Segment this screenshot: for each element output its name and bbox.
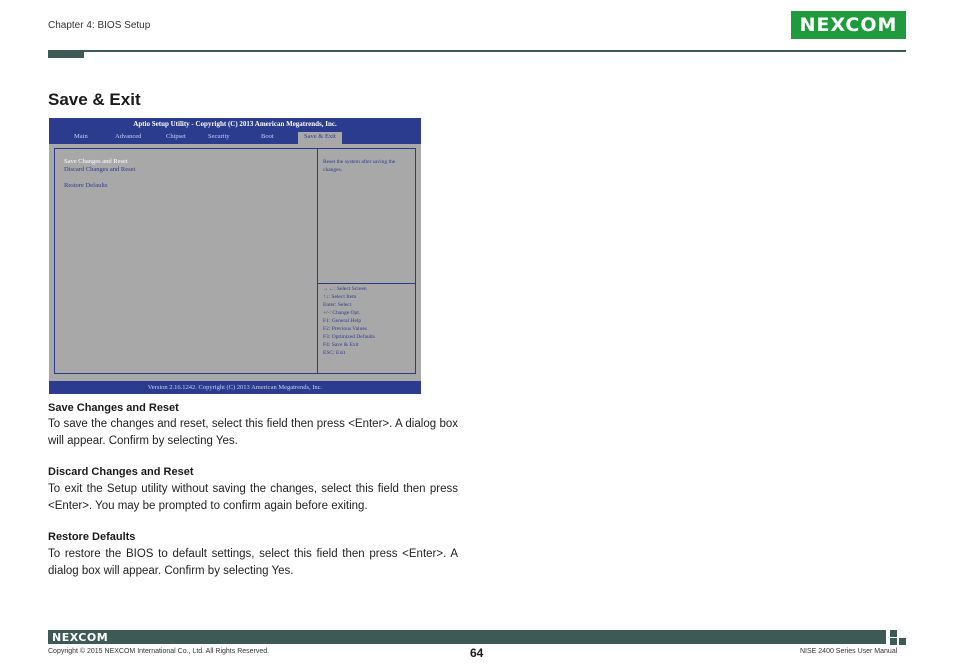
tab-save-exit[interactable]: Save & Exit [298,132,342,145]
bios-screenshot [49,118,421,394]
tab-main[interactable]: Main [74,133,88,140]
bios-item-discard-reset[interactable]: Discard Changes and Reset [64,166,136,173]
key-line: F2: Previous Values [323,326,367,332]
section-heading-save: Save Changes and Reset [48,402,179,414]
footer-logo: NEXCOM [52,631,109,644]
nexcom-logo [791,11,906,39]
key-line: F3: Optimized Defaults [323,334,375,340]
section-text-restore: To restore the BIOS to default settings, select this field then press <Enter>. A dialog box will appear. Confirm by selecting Yes. [48,548,458,577]
bios-item-save-reset[interactable]: Save Changes and Reset [64,158,128,165]
footer-square-icon [890,630,897,637]
header-rule [48,50,906,52]
header-block [48,50,84,58]
footer-square-icon [890,638,897,645]
footer-bar [48,630,886,644]
bios-help-text: Reset the system after saving the changes. [323,159,396,173]
key-line: F4: Save & Exit [323,342,359,348]
tab-boot[interactable]: Boot [261,133,274,140]
page-number: 64 [470,646,484,660]
bios-footer: Version 2.16.1242. Copyright (C) 2013 American Megatrends, Inc. [49,381,421,394]
tab-security[interactable]: Security [208,133,230,140]
chapter-label: Chapter 4: BIOS Setup [48,20,151,31]
key-line: →←: Select Screen [323,286,367,292]
section-heading-discard: Discard Changes and Reset [48,466,194,478]
bios-title: Aptio Setup Utility - Copyright (C) 2013 American Megatrends, Inc. [49,118,421,131]
section-text-discard: To exit the Setup utility without saving the changes, select this field then press <Enter>. You may be prompted to confirm again before exiting. [48,483,458,512]
bios-item-restore-defaults[interactable]: Restore Defaults [64,182,108,189]
footer-square-icon [899,638,906,645]
section-text-save: To save the changes and reset, select this field then press <Enter>. A dialog box will appear. Confirm by selecting Yes. [48,418,458,447]
key-line: ESC: Exit [323,350,346,356]
tab-advanced[interactable]: Advanced [115,133,142,140]
logo-text: NEXCOM [799,14,898,36]
bios-tab-bar [49,131,421,144]
section-heading-restore: Restore Defaults [48,531,136,543]
bios-help-divider [318,283,416,284]
key-line: Enter: Select [323,302,352,308]
page-title: Save & Exit [48,90,141,109]
bios-key-legend [323,285,413,357]
copyright-text: Copyright © 2015 NEXCOM International Co., Ltd. All Rights Reserved. [48,648,270,655]
bios-panel-divider [317,148,318,374]
manual-title: NISE 2400 Series User Manual [800,648,898,655]
tab-chipset[interactable]: Chipset [166,133,186,140]
key-line: ↑↓: Select Item [323,294,357,300]
key-line: +/-: Change Opt. [323,310,361,316]
key-line: F1: General Help [323,318,362,324]
